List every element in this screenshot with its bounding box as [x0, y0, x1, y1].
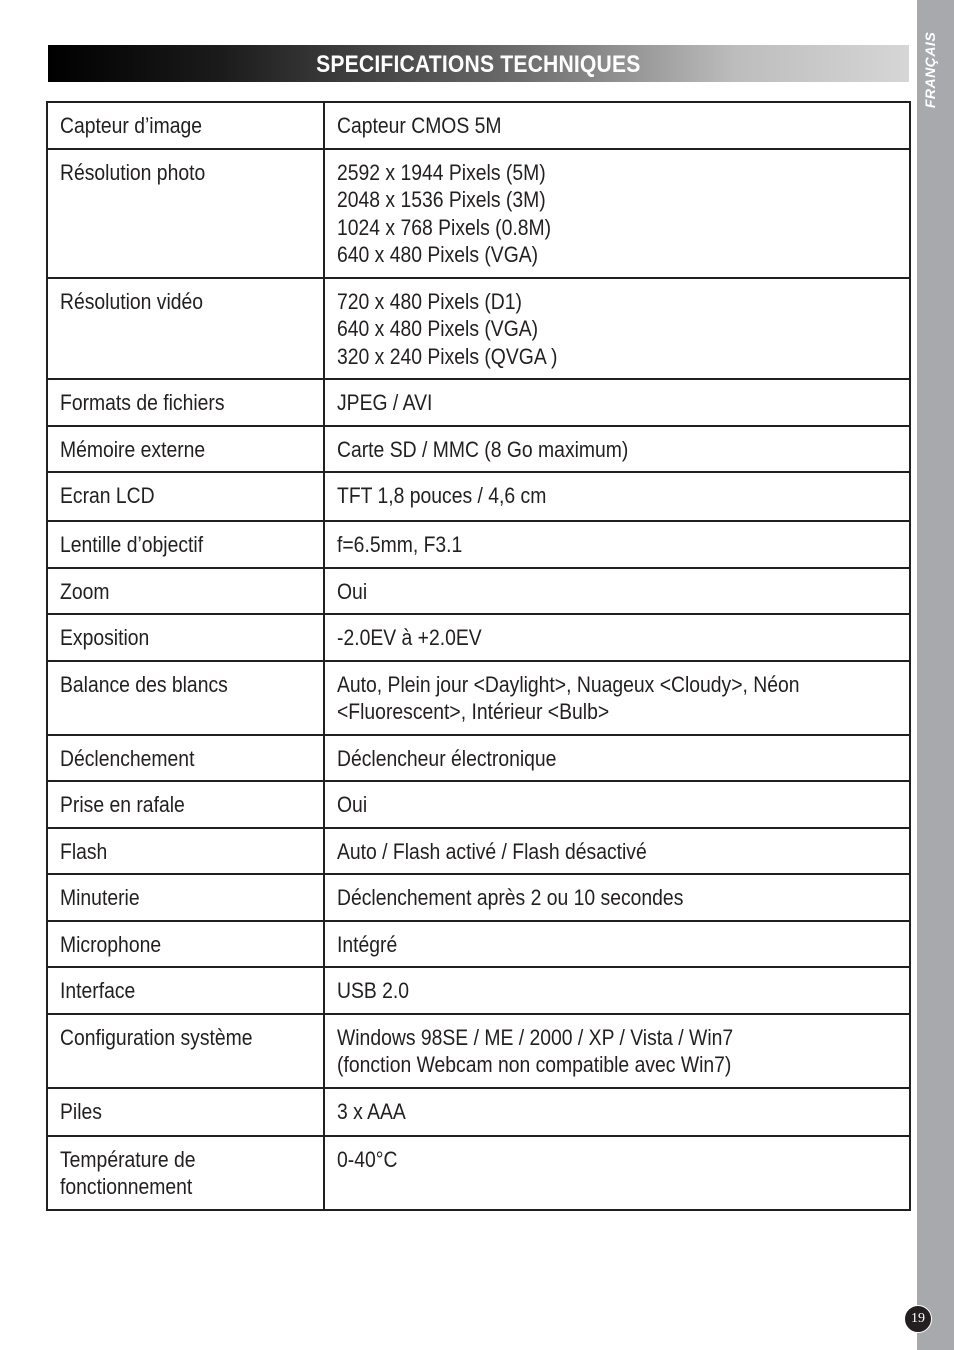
spec-value-cell	[324, 874, 910, 921]
specifications-table	[46, 101, 911, 1211]
spec-value-cell	[324, 828, 910, 875]
spec-label-cell	[47, 735, 324, 782]
spec-row	[47, 426, 910, 473]
spec-value: 720 x 480 Pixels (D1) 640 x 480 Pixels (VGA) 320 x 240 Pixels (QVGA )	[337, 288, 558, 369]
spec-value-cell	[324, 1014, 910, 1088]
spec-value-cell	[324, 921, 910, 968]
page-number: 19	[911, 1311, 925, 1326]
spec-label-cell	[47, 426, 324, 473]
spec-value: 0-40°C	[337, 1146, 398, 1172]
spec-value: Auto, Plein jour <Daylight>, Nuageux <Cloudy>, Néon <Fluorescent>, Intérieur <Bulb>	[337, 671, 800, 724]
spec-value-cell	[324, 521, 910, 568]
spec-row	[47, 1088, 910, 1136]
spec-label: Zoom	[60, 578, 110, 604]
spec-label-cell	[47, 1088, 324, 1136]
spec-label-cell	[47, 521, 324, 568]
spec-value-cell	[324, 1088, 910, 1136]
spec-value: USB 2.0	[337, 978, 410, 1003]
spec-label-cell	[47, 781, 324, 828]
spec-row	[47, 967, 910, 1014]
spec-label: Formats de fichiers	[60, 390, 225, 415]
spec-label: Flash	[60, 838, 108, 864]
spec-value: 3 x AAA	[337, 1098, 406, 1124]
spec-row	[47, 735, 910, 782]
language-label-text: FRANÇAIS	[922, 31, 938, 109]
spec-label: Prise en rafale	[60, 792, 185, 817]
spec-label: Configuration système	[60, 1024, 253, 1050]
spec-value-cell	[324, 661, 910, 735]
spec-value-cell	[324, 149, 910, 278]
spec-value: f=6.5mm, F3.1	[337, 532, 463, 557]
spec-value-cell	[324, 102, 910, 149]
spec-value-cell	[324, 1136, 910, 1210]
spec-label-cell	[47, 1136, 324, 1210]
spec-row	[47, 568, 910, 615]
spec-label-cell	[47, 828, 324, 875]
spec-row	[47, 874, 910, 921]
spec-label-cell	[47, 614, 324, 661]
spec-value: Oui	[337, 578, 368, 604]
spec-label: Lentille d’objectif	[60, 532, 204, 557]
spec-label: Capteur d’image	[60, 113, 202, 138]
spec-value-cell	[324, 472, 910, 521]
spec-value: Déclenchement après 2 ou 10 secondes	[337, 885, 684, 910]
spec-value: TFT 1,8 pouces / 4,6 cm	[337, 483, 547, 508]
spec-value-cell	[324, 426, 910, 473]
spec-label: Exposition	[60, 625, 150, 650]
spec-value-cell	[324, 967, 910, 1014]
spec-value-cell	[324, 781, 910, 828]
spec-label-cell	[47, 278, 324, 380]
spec-row	[47, 661, 910, 735]
spec-row	[47, 828, 910, 875]
section-header-bar	[48, 45, 909, 82]
spec-label-cell	[47, 149, 324, 278]
spec-label: Microphone	[60, 931, 162, 957]
spec-label: Mémoire externe	[60, 436, 206, 462]
spec-value-cell	[324, 614, 910, 661]
spec-row	[47, 102, 910, 149]
spec-value: Déclencheur électronique	[337, 745, 557, 771]
spec-label: Ecran LCD	[60, 483, 155, 508]
spec-value: Auto / Flash activé / Flash désactivé	[337, 838, 647, 864]
spec-row	[47, 278, 910, 380]
spec-value-cell	[324, 568, 910, 615]
spec-label: Balance des blancs	[60, 671, 228, 697]
spec-row	[47, 921, 910, 968]
spec-value: 2592 x 1944 Pixels (5M) 2048 x 1536 Pixels (3M) 1024 x 768 Pixels (0.8M) 640 x 480 Pixels (VGA)	[337, 159, 552, 267]
spec-label: Piles	[60, 1098, 102, 1124]
spec-row	[47, 149, 910, 278]
spec-value: Windows 98SE / ME / 2000 / XP / Vista / Win7 (fonction Webcam non compatible avec Win7)	[337, 1024, 734, 1077]
spec-label-cell	[47, 379, 324, 426]
spec-value: Oui	[337, 792, 368, 817]
spec-value: Capteur CMOS 5M	[337, 113, 502, 138]
spec-label-cell	[47, 1014, 324, 1088]
spec-label-cell	[47, 661, 324, 735]
spec-label: Température de fonctionnement	[60, 1146, 196, 1199]
spec-row	[47, 379, 910, 426]
spec-row	[47, 1136, 910, 1210]
spec-value: JPEG / AVI	[337, 390, 433, 415]
spec-value: -2.0EV à +2.0EV	[337, 625, 482, 650]
spec-value-cell	[324, 278, 910, 380]
spec-value-cell	[324, 379, 910, 426]
spec-row	[47, 1014, 910, 1088]
spec-row	[47, 614, 910, 661]
page-number-badge	[904, 1305, 932, 1333]
spec-label-cell	[47, 102, 324, 149]
spec-label: Déclenchement	[60, 745, 195, 771]
spec-value: Intégré	[337, 931, 398, 957]
spec-label-cell	[47, 568, 324, 615]
spec-row	[47, 521, 910, 568]
spec-row	[47, 781, 910, 828]
spec-label-cell	[47, 967, 324, 1014]
spec-value: Carte SD / MMC (8 Go maximum)	[337, 436, 629, 462]
spec-label: Résolution vidéo	[60, 288, 204, 314]
spec-label-cell	[47, 472, 324, 521]
language-label	[916, 20, 944, 120]
section-title: SPECIFICATIONS TECHNIQUES	[316, 50, 641, 78]
spec-label-cell	[47, 921, 324, 968]
spec-label: Minuterie	[60, 885, 140, 910]
spec-label: Interface	[60, 978, 136, 1003]
spec-label-cell	[47, 874, 324, 921]
spec-value-cell	[324, 735, 910, 782]
spec-label: Résolution photo	[60, 159, 206, 185]
spec-row	[47, 472, 910, 521]
